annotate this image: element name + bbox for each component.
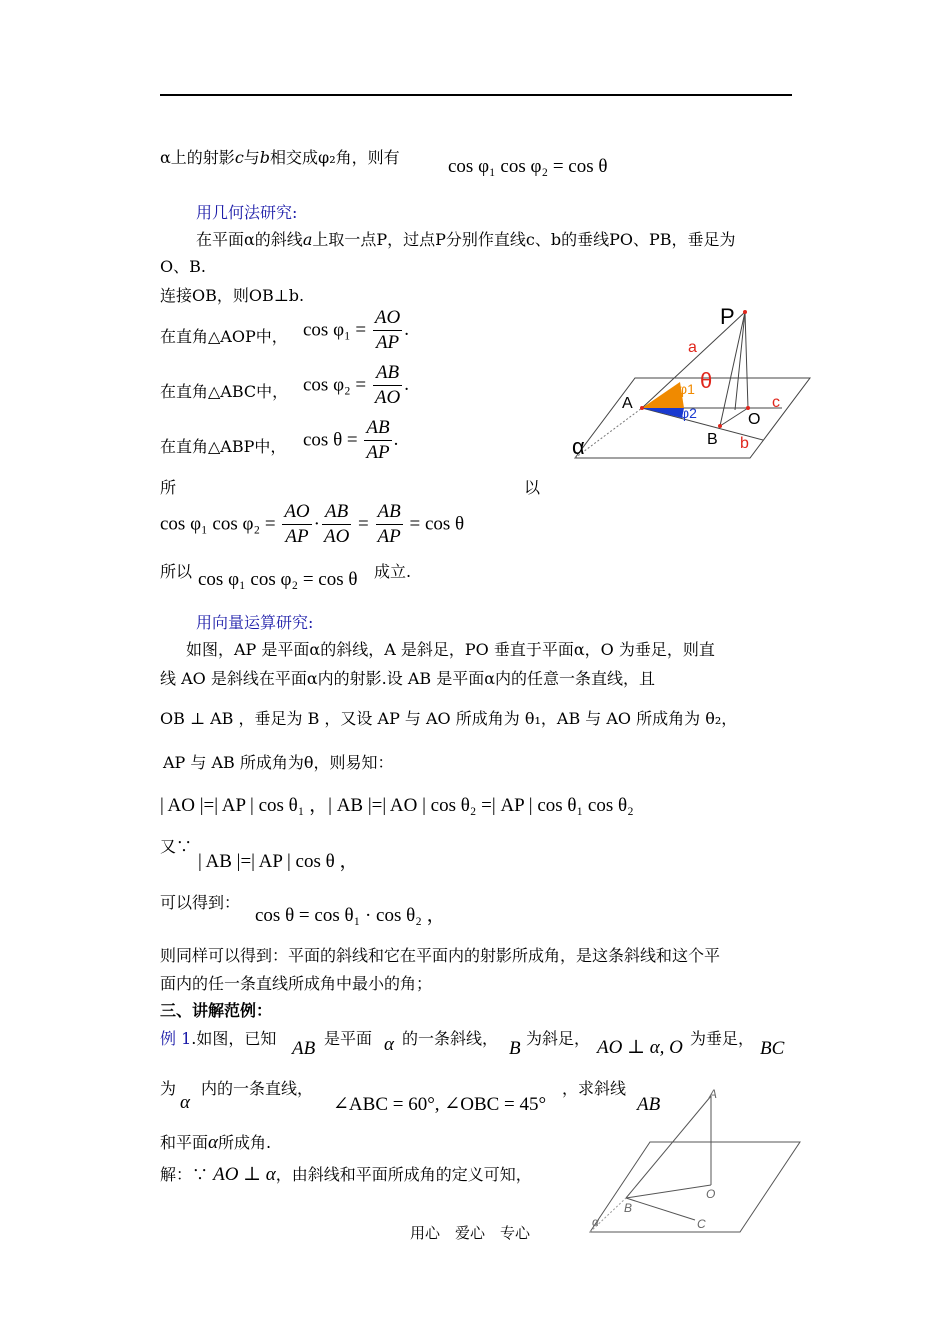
label-a: a — [688, 339, 697, 356]
tri3-label: 在直角△ABP中， — [160, 437, 287, 456]
vector-method-heading: 用向量运算研究: — [196, 613, 314, 632]
geo-paragraph-line3: 连接OB，则OB⊥b. — [160, 286, 305, 305]
suo-char: 所 — [160, 478, 177, 497]
vec-line4: AP 与 AB 所成角为θ，则易知： — [163, 753, 394, 772]
tri2-label: 在直角△ABC中， — [160, 382, 289, 401]
label-c: c — [772, 394, 780, 411]
figure-projection-angles — [560, 290, 820, 470]
label-alpha: α — [572, 434, 585, 459]
ex1-alpha: α — [384, 1034, 394, 1055]
vec-line2: 线 AO 是斜线在平面α内的射影.设 AB 是平面α内的任意一条直线，且 — [160, 669, 656, 688]
label-B: B — [707, 431, 718, 448]
conclusion-line1: 则同样可以得到：平面的斜线和它在平面内的射影所成角，是这条斜线和这个平 — [160, 946, 721, 965]
eq-cos-phi2: cos φ₂ = $\frac{AB}{AO}$ . — [303, 362, 409, 408]
line-BC — [626, 1198, 695, 1220]
ex1-line2-b: 内的一条直线， — [201, 1079, 314, 1098]
ex1-AB: AB — [292, 1038, 316, 1059]
point-B — [718, 424, 722, 428]
vec-line1: 如图，AP 是平面α的斜线，A 是斜足，PO 垂直于平面α，O 为垂足，则直 — [186, 640, 715, 659]
geo-paragraph-line2: O、B. — [160, 257, 206, 276]
ex1-B: B — [509, 1038, 521, 1059]
figure-example1 — [580, 1080, 810, 1245]
label-B2: B — [624, 1201, 633, 1215]
ex1-text-d: 为斜足， — [526, 1029, 591, 1048]
solution-line: 解：∵ AO ⊥ α，由斜线和平面所成角的定义可知， — [160, 1164, 532, 1185]
label-alpha2: α — [592, 1215, 599, 1229]
vec-eq1: | AO |=| AP | cos θ₁ ，| AB |=| AO | cos θ₂ =| AP | cos θ₁ cos θ₂ — [160, 795, 634, 816]
label-O: O — [748, 411, 761, 428]
you-label: 又∵ — [160, 837, 193, 856]
label-theta: θ — [700, 368, 713, 393]
line-BO — [626, 1185, 711, 1198]
point-P — [743, 310, 747, 314]
conclusion-line2: 面内的任一条直线所成角中最小的角； — [160, 974, 433, 993]
ex1-text-b: 是平面 — [324, 1029, 373, 1048]
ex1-AO-perp: AO ⊥ α, O — [597, 1037, 683, 1058]
line-PB — [720, 312, 745, 426]
ex1-text-c: 的一条斜线， — [402, 1029, 499, 1048]
angle-phi2-wedge — [642, 408, 684, 418]
chengli-label: 成立. — [374, 562, 412, 581]
label-A2: A — [709, 1087, 718, 1101]
main-identity: cos φ₁ cos φ₂ = cos θ — [448, 156, 608, 177]
vec-line3: OB ⊥ AB ，垂足为 B ，又设 AP 与 AO 所成角为 θ₁，AB 与 AO 所成角为 θ₂， — [160, 709, 738, 728]
product-chain: cos φ₁ cos φ₂ = $\frac{AO}{AP}$ · $\frac{AB}{AO}$ = $\frac{AB}{AP}$ = cos θ — [160, 501, 465, 547]
ex1-text-e: 为垂足， — [690, 1029, 755, 1048]
geo-paragraph-line1: 在平面α的斜线a上取一点P，过点P分别作直线c、b的垂线PO、PB，垂足为 — [196, 230, 736, 249]
vec-eq3: cos θ = cos θ₁ · cos θ₂ ， — [255, 905, 446, 926]
identity-restated: cos φ₁ cos φ₂ = cos θ — [198, 569, 358, 590]
tri1-label: 在直角△AOP中， — [160, 327, 288, 346]
ex1-BC: BC — [760, 1038, 785, 1059]
footer-text: 用心 爱心 专心 — [410, 1224, 531, 1242]
point-A — [640, 406, 644, 410]
suoyi-label: 所以 — [160, 562, 193, 581]
geometric-method-heading: 用几何法研究: — [196, 203, 298, 222]
line-P-inner — [735, 312, 745, 410]
ex1-line2-c: ，求斜线 — [562, 1079, 627, 1098]
label-P: P — [720, 304, 735, 329]
label-A: A — [622, 395, 633, 412]
line-PO — [745, 312, 748, 408]
dashed-line — [575, 408, 642, 458]
label-b: b — [740, 435, 749, 452]
intro-line: α上的射影c与b相交成φ₂角，则有 — [160, 148, 400, 167]
header-rule — [160, 94, 792, 96]
ex1-line3: 和平面α所成角. — [160, 1132, 272, 1153]
section-three-heading: 三、讲解范例： — [160, 1001, 273, 1020]
label-phi1: φ1 — [678, 381, 695, 397]
point-O — [746, 406, 750, 410]
yi-char: 以 — [524, 478, 541, 497]
ex1-AB2: AB — [637, 1094, 661, 1115]
label-C2: C — [697, 1217, 706, 1231]
kede-label: 可以得到： — [160, 893, 241, 912]
label-phi2: φ2 — [680, 405, 697, 421]
line-BO — [720, 408, 748, 426]
ex1-line2-wei: 为 — [160, 1079, 177, 1098]
ex1-angles: ∠ABC = 60°, ∠OBC = 45° — [333, 1094, 547, 1115]
line-AB — [626, 1096, 711, 1198]
eq-cos-theta: cos θ = $\frac{AB}{AP}$ . — [303, 417, 399, 463]
vec-eq2: | AB |=| AP | cos θ ， — [198, 851, 359, 872]
label-O2: O — [706, 1187, 716, 1201]
eq-cos-phi1: cos φ₁ = $\frac{AO}{AP}$ . — [303, 307, 409, 353]
example1-line1: 例 1.如图，已知 — [160, 1029, 277, 1048]
ex1-alpha2: α — [180, 1092, 190, 1113]
